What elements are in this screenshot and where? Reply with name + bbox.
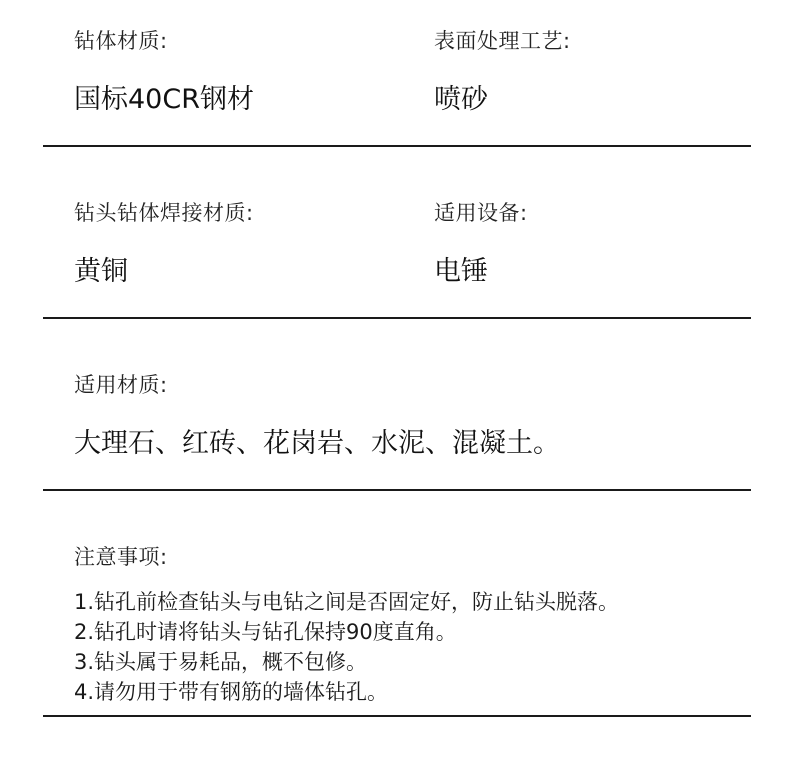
- divider-1: [43, 145, 751, 147]
- applicable-materials-label: 适用材质:: [74, 373, 168, 397]
- note-item: 1.钻孔前检查钻头与电钻之间是否固定好，防止钻头脱落。: [74, 590, 620, 614]
- note-item: 4.请勿用于带有钢筋的墙体钻孔。: [74, 680, 389, 704]
- equipment-label: 适用设备:: [434, 201, 528, 225]
- divider-2: [43, 317, 751, 319]
- drill-material-label: 钻体材质:: [74, 29, 168, 53]
- surface-treatment-value: 喷砂: [434, 84, 488, 115]
- notes-label: 注意事项:: [74, 545, 168, 569]
- notes-list: [74, 587, 619, 707]
- surface-treatment-label: 表面处理工艺:: [434, 29, 571, 53]
- weld-material-label: 钻头钻体焊接材质:: [74, 201, 254, 225]
- divider-3: [43, 489, 751, 491]
- equipment-value: 电锤: [434, 256, 488, 287]
- divider-4: [43, 715, 751, 717]
- drill-material-value: 国标40CR钢材: [74, 84, 254, 115]
- weld-material-value: 黄铜: [74, 256, 128, 287]
- note-item: 3.钻头属于易耗品，概不包修。: [74, 650, 368, 674]
- note-item: 2.钻孔时请将钻头与钻孔保持90度直角。: [74, 620, 457, 644]
- applicable-materials-value: 大理石、红砖、花岗岩、水泥、混凝土。: [74, 428, 560, 459]
